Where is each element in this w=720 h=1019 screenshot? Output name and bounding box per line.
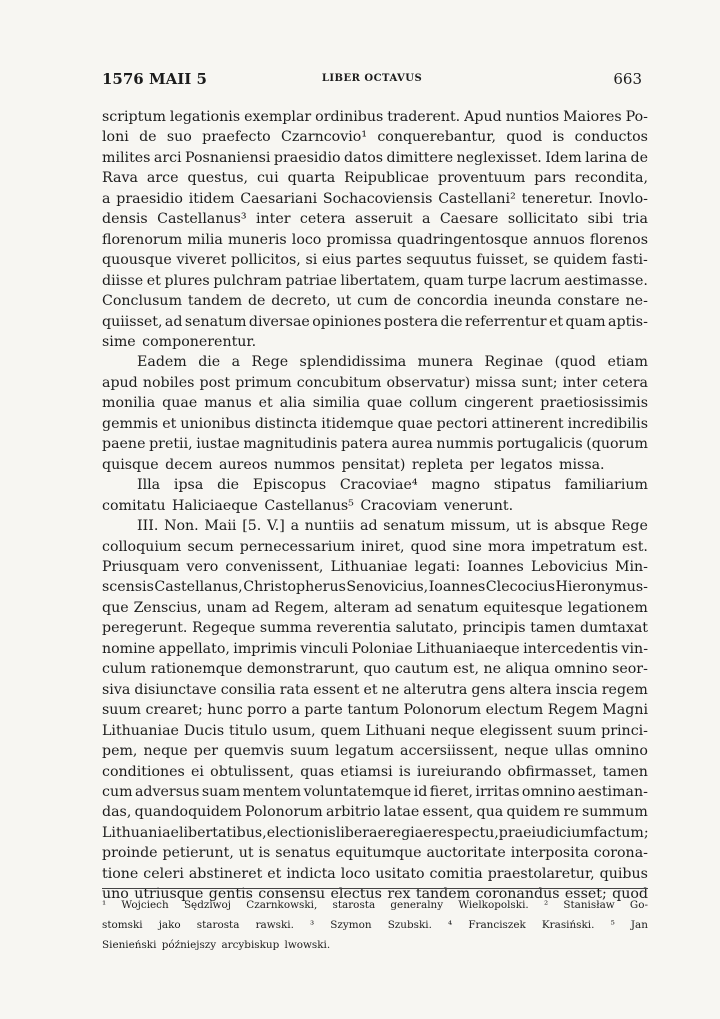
text-line: Lithuaniae libertatibus, electionis liberae regiae respectu, praeiudicium factum; <box>102 824 649 841</box>
text-line: densis Castellanus³ inter cetera asseruit a Caesare sollicitato sibi tria <box>102 211 648 228</box>
text-line: peregerunt. Regeque summa reverentia salutato, principis tamen dumtaxat <box>102 620 648 637</box>
text-line: conditiones ei obtulissent, quas etiamsi is iureiurando obfirmasset, tamen <box>102 763 648 780</box>
text-line: paene pretii, iustae magnitudinis patera aurea nummis portugalicis (quorum <box>102 436 648 453</box>
page-number: 663 <box>613 70 642 88</box>
main-text <box>102 107 648 905</box>
text-line: apud nobiles post primum concubitum observatur) missa sunt; inter cetera <box>102 374 648 391</box>
text-line: quisque decem aureos nummos pensitat) repleta per legatos missa. <box>102 456 605 473</box>
text-line: Illa ipsa die Episcopus Cracoviae⁴ magno stipatus familiarium <box>137 477 648 494</box>
text-line: diisse et plures pulchram patriae libertatem, quam turpe lacrum aestimasse. <box>102 272 648 289</box>
text-line: Rava arce questus, cui quarta Reipublicae proventuum pars recondita, <box>102 170 648 187</box>
header-book-title: LIBER OCTAVUS <box>321 73 423 84</box>
text-line: uno utriusque gentis consensu electus rex tandem coronandus esset; quod <box>102 886 648 903</box>
text-line: florenorum milia muneris loco promissa quadringentosque annuos florenos <box>102 231 648 248</box>
text-line: milites arci Posnaniensi praesidio datos dimittere neglexisset. Idem larina de <box>102 149 648 166</box>
text-line: loni de suo praefecto Czarncovio¹ conquerebantur, quod is conductos <box>102 129 648 146</box>
footnote-line: Sienieński późniejszy arcybiskup lwowski. <box>102 939 331 951</box>
text-line: Eadem die a Rege splendidissima munera Reginae (quod etiam <box>137 354 648 371</box>
text-line: quiisset, ad senatum diversae opiniones postera die referrentur et quam aptis- <box>102 313 648 330</box>
text-line: scriptum legationis exemplar ordinibus traderent. Apud nuntios Maiores Po- <box>102 109 648 125</box>
text-line: suum crearet; hunc porro a parte tantum Polonorum electum Regem Magni <box>102 702 648 719</box>
text-line: siva disiunctave consilia rata essent et ne alterutra gens altera inscia regem <box>102 681 648 698</box>
text-line: que Zenscius, unam ad Regem, alteram ad senatum equitesque legationem <box>102 599 648 616</box>
text-line: Conclusum tandem de decreto, ut cum de concordia ineunda constare ne- <box>102 293 648 310</box>
footnote-line: ¹ Wojciech Sędziwoj Czarnkowski, starosta generalny Wielkopolski. ² Stanisław Go- <box>102 899 648 911</box>
footnotes <box>102 895 648 955</box>
text-line: colloquium secum pernecessarium iniret, quod sine mora impetratum est. <box>102 538 648 555</box>
footnote-divider <box>102 888 648 889</box>
text-line: pem, neque per quemvis suum legatum accersiissent, neque ullas omnino <box>102 743 648 760</box>
text-line: quousque viveret pollicitos, si eius partes sequutus fuisset, se quidem fasti- <box>102 252 648 269</box>
text-line: a praesidio itidem Caesariani Sochacoviensis Castellani² teneretur. Inovlo- <box>102 190 648 207</box>
text-line: Lithuaniae Ducis titulo usum, quem Lithuani neque elegissent suum princi- <box>102 722 648 739</box>
text-line: sime componerentur. <box>102 333 257 350</box>
text-line: Priusquam vero convenissent, Lithuaniae legati: Ioannes Lebovicius Min- <box>102 558 648 575</box>
text-line: das, quandoquidem Polonorum arbitrio latae essent, qua quidem re summum <box>102 804 648 821</box>
running-header <box>102 70 642 92</box>
text-line: comitatu Haliciaeque Castellanus⁵ Cracoviam venerunt. <box>102 497 514 514</box>
text-line: monilia quae manus et alia similia quae collum cingerent praetiosissimis <box>102 395 648 412</box>
text-line: proinde petierunt, ut is senatus equitumque auctoritate interposita corona- <box>102 845 648 862</box>
text-line: tione celeri abstineret et indicta loco usitato comitia praestolaretur, quibus <box>102 865 648 882</box>
text-line: culum rationemque demonstrarunt, quo cautum est, ne aliqua omnino seor- <box>102 661 648 678</box>
text-line: scensis Castellanus, Christopherus Senovicius, Ioannes Clecocius Hieronymus- <box>102 579 648 596</box>
footnote-line: stomski jako starosta rawski. ³ Szymon Szubski. ⁴ Franciszek Krasiński. ⁵ Jan <box>102 919 648 931</box>
text-line: III. Non. Maii [5. V.] a nuntiis ad senatum missum, ut is absque Rege <box>137 518 648 535</box>
header-date: 1576 MAII 5 <box>102 70 207 88</box>
text-line: cum adversus suam mentem voluntatemque id fieret, irritas omnino aestiman- <box>102 783 648 800</box>
text-line: nomine appellato, imprimis vinculi Poloniae Lithuaniaeque intercedentis vin- <box>102 640 648 657</box>
text-line: gemmis et unionibus distincta itidemque quae pectori attinerent incredibilis <box>102 415 648 432</box>
